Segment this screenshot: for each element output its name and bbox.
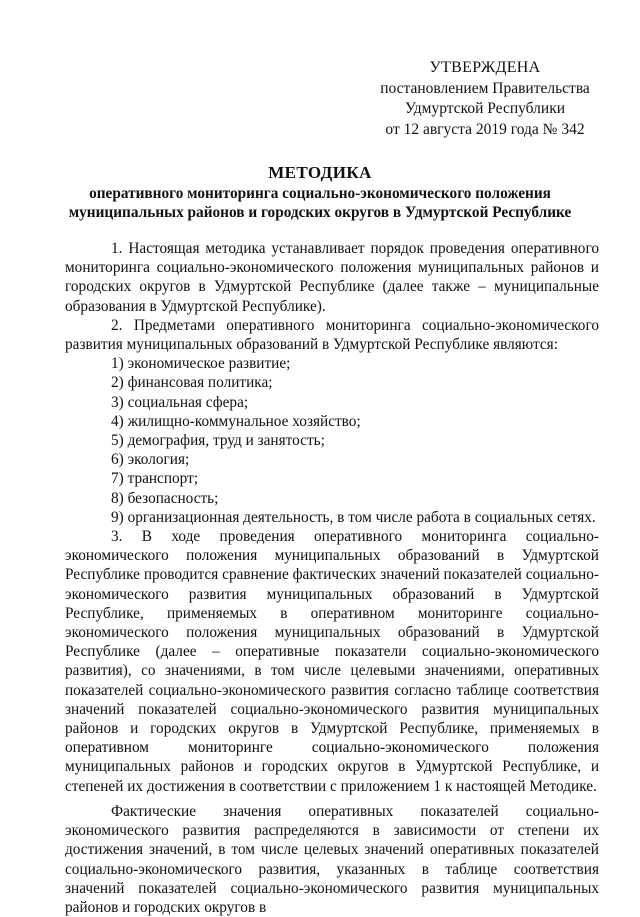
approval-line-3: от 12 августа 2019 года № 342 [385, 120, 585, 138]
title-main: МЕТОДИКА [268, 163, 372, 182]
title-subtitle-1: оперативного мониторинга социально-экономического положения [89, 185, 551, 202]
approval-line-1: постановлением Правительства [380, 79, 590, 97]
document-body [65, 239, 599, 917]
document-title [40, 162, 600, 222]
approval-stamp [370, 58, 600, 140]
list-item: 4) жилищно-коммунальное хозяйство; [111, 412, 361, 430]
approval-line-2: Удмуртской Республики [404, 100, 566, 117]
list-item: 2) финансовая политика; [111, 374, 273, 392]
list-item: 6) экология; [111, 451, 190, 469]
paragraph-4: Фактические значения оперативных показателей социально-экономического развития распределяются в зависимости от степени их достижения значений, в том числе целевых значений оперативных показателей социально-экономического развития, указанных в таблице соответствия значений показателей социально-экономического развития муниципальных районов и городских округов в [65, 802, 599, 916]
list-item: 1) экономическое развитие; [111, 355, 291, 373]
paragraph-2: 2. Предметами оперативного мониторинга социально-экономического развития муниципальных образований в Удмуртской Республике являются: [65, 316, 599, 354]
paragraph-1: 1. Настоящая методика устанавливает порядок проведения оперативного мониторинга социально-экономического положения муниципальных районов и городских округов в Удмуртской Республике (далее также – муниципальные образования в Удмуртской Республике). [65, 240, 599, 315]
paragraph-3: 3. В ходе проведения оперативного мониторинга социально-экономического положения муниципальных образований в Удмуртской Республике проводится сравнение фактических значений показателей социально-экономического развития муниципальных образований в Удмуртской Республике, применяемых в оперативном мониторинге социально-экономического положения муниципальных образований в Удмуртской Республике (далее – оперативные показатели социально-экономического развития), со значениями, в том числе целевыми значениями, оперативных показателей социально-экономического развития согласно таблице соответствия значений показателей социально-экономического развития муниципальных районов и городских округов в Удмуртской Республике, применяемых в оперативном мониторинге социально-экономического положения муниципальных районов и городских округов в Удмуртской Республике, и степеней их достижения в соответствии с приложением 1 к настоящей Методике. [65, 528, 599, 795]
list-item: 8) безопасность; [111, 489, 219, 507]
list-item: 5) демография, труд и занятость; [111, 432, 325, 450]
list-item: 7) транспорт; [111, 470, 199, 488]
approval-heading: УТВЕРЖДЕНА [429, 59, 541, 76]
list-item: 9) организационная деятельность, в том числе работа в социальных сетях. [111, 508, 596, 526]
title-subtitle-2: муниципальных районов и городских округов в Удмуртской Республике [68, 204, 572, 221]
list-item: 3) социальная сфера; [111, 393, 249, 411]
